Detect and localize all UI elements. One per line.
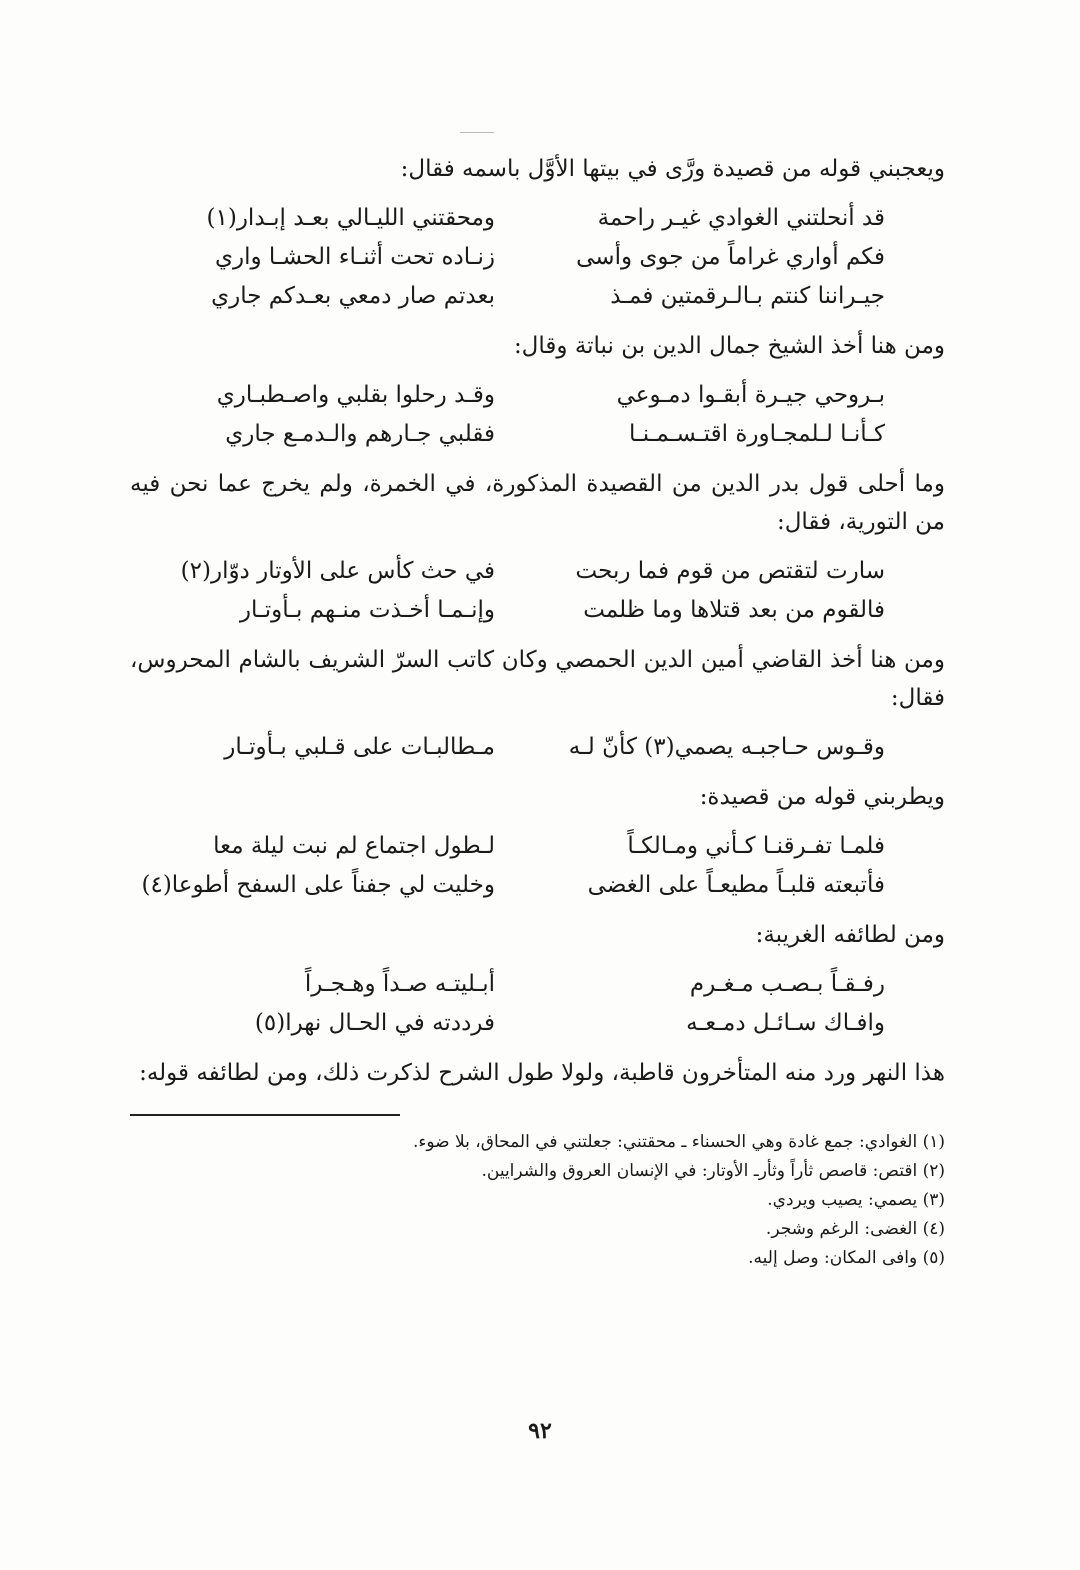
paragraph-2: ومن هنا أخذ الشيخ جمال الدين بن نباتة وقال: xyxy=(513,333,945,359)
poem-3 xyxy=(130,551,945,629)
hemistich-second: فقلبي جـارهم والـدمـع جاري xyxy=(225,420,495,447)
verse xyxy=(130,551,945,590)
footnote-1: (١) الغوادي: جمع غادة وهي الحسناء ـ محقتني: جعلتني في المحاق، بلا ضوء. xyxy=(412,1132,945,1152)
hemistich-second: مـطالبـات على قـلبي بـأوتـار xyxy=(224,733,495,760)
hemistich-first: كـأنـا لـلمجـاورة اقتـسـمـنـا xyxy=(628,420,885,447)
hemistich-second: ومحقتني الليـالي بعـد إبـدار(١) xyxy=(206,204,495,231)
footnote-5: (٥) وافى المكان: وصل إليه. xyxy=(748,1248,945,1268)
verse xyxy=(130,375,945,414)
hemistich-second: في حث كأس على الأوتار دوّار(٢) xyxy=(180,557,495,584)
footnote-2: (٢) اقتص: قاصص ثأراً وثأرـ الأوتار: في الإنسان العروق والشرايين. xyxy=(481,1161,945,1181)
hemistich-second: وإنـمـا أخـذت منـهم بـأوتـار xyxy=(239,596,495,623)
footnote-3: (٣) يصمي: يصيب ويردي. xyxy=(767,1190,945,1210)
poem-1 xyxy=(130,198,945,315)
hemistich-first: سارت لتقتص من قوم فما ربحت xyxy=(575,557,885,584)
paragraph-1: ويعجبني قوله من قصيدة ورَّى في بيتها الأوَّل باسمه فقال: xyxy=(400,156,945,182)
verse xyxy=(130,590,945,629)
hemistich-first: فالقوم من بعد قتلاها وما ظلمت xyxy=(583,596,885,623)
hemistich-first: وقـوس حـاجبـه يصمي(٣) كأنّ لـه xyxy=(568,733,885,760)
footnote-4: (٤) الغضى: الرغم وشجر. xyxy=(765,1219,945,1239)
footnote-divider xyxy=(130,1114,400,1116)
hemistich-second: وقـد رحلوا بقلبي واصـطبـاري xyxy=(216,381,495,408)
verse xyxy=(130,276,945,315)
page-number: ٩٢ xyxy=(528,1418,552,1444)
hemistich-second: أبـليتـه صـداً وهـجـراً xyxy=(304,970,495,997)
decorative-mark xyxy=(460,132,494,133)
footnotes xyxy=(130,1128,945,1273)
verse xyxy=(130,198,945,237)
verse xyxy=(130,414,945,453)
verse xyxy=(130,826,945,865)
verse xyxy=(130,237,945,276)
page-body xyxy=(130,150,945,1273)
paragraph-3: وما أحلى قول بدر الدين من القصيدة المذكورة، في الخمرة، ولم يخرج عما نحن فيه من التورية، فقال: xyxy=(130,471,945,535)
poem-4 xyxy=(130,727,945,766)
hemistich-first: جيـراننا كنتم بـالـرقمتين فمـذ xyxy=(610,282,885,309)
paragraph-7: هذا النهر ورد منه المتأخرون قاطبة، ولولا طول الشرح لذكرت ذلك، ومن لطائفه قوله: xyxy=(139,1060,945,1086)
hemistich-first: فكم أواري غراماً من جوى وأسى xyxy=(576,243,885,270)
hemistich-first: رفـقـاً بـصـب مـغـرم xyxy=(689,970,885,997)
hemistich-first: وافـاك سـائـل دمـعـه xyxy=(686,1009,885,1036)
poem-6 xyxy=(130,964,945,1042)
poem-5 xyxy=(130,826,945,904)
hemistich-second: فرددته في الحـال نهرا(٥) xyxy=(254,1009,495,1036)
hemistich-second: لـطول اجتماع لم نبت ليلة معا xyxy=(213,832,495,859)
hemistich-second: زنـاده تحت أثنـاء الحشـا واري xyxy=(214,243,495,270)
paragraph-5: ويطربني قوله من قصيدة: xyxy=(699,784,945,810)
paragraph-6: ومن لطائفه الغريبة: xyxy=(755,922,945,948)
paragraph-4: ومن هنا أخذ القاضي أمين الدين الحمصي وكان كاتب السرّ الشريف بالشام المحروس، فقال: xyxy=(130,647,945,711)
hemistich-second: بعدتم صار دمعي بعـدكم جاري xyxy=(211,282,495,309)
hemistich-first: فلمـا تفـرقنـا كـأني ومـالكـاً xyxy=(627,832,885,859)
hemistich-first: قد أنحلتني الغوادي غيـر راحمة xyxy=(597,204,885,231)
poem-2 xyxy=(130,375,945,453)
hemistich-first: بـروحي جيـرة أبقـوا دمـوعي xyxy=(616,381,885,408)
verse xyxy=(130,727,945,766)
hemistich-second: وخليت لي جفناً على السفح أطوعا(٤) xyxy=(141,871,495,898)
verse xyxy=(130,865,945,904)
verse xyxy=(130,964,945,1003)
hemistich-first: فأتبعته قلبـاً مطيعـاً على الغضى xyxy=(587,871,885,898)
verse xyxy=(130,1003,945,1042)
